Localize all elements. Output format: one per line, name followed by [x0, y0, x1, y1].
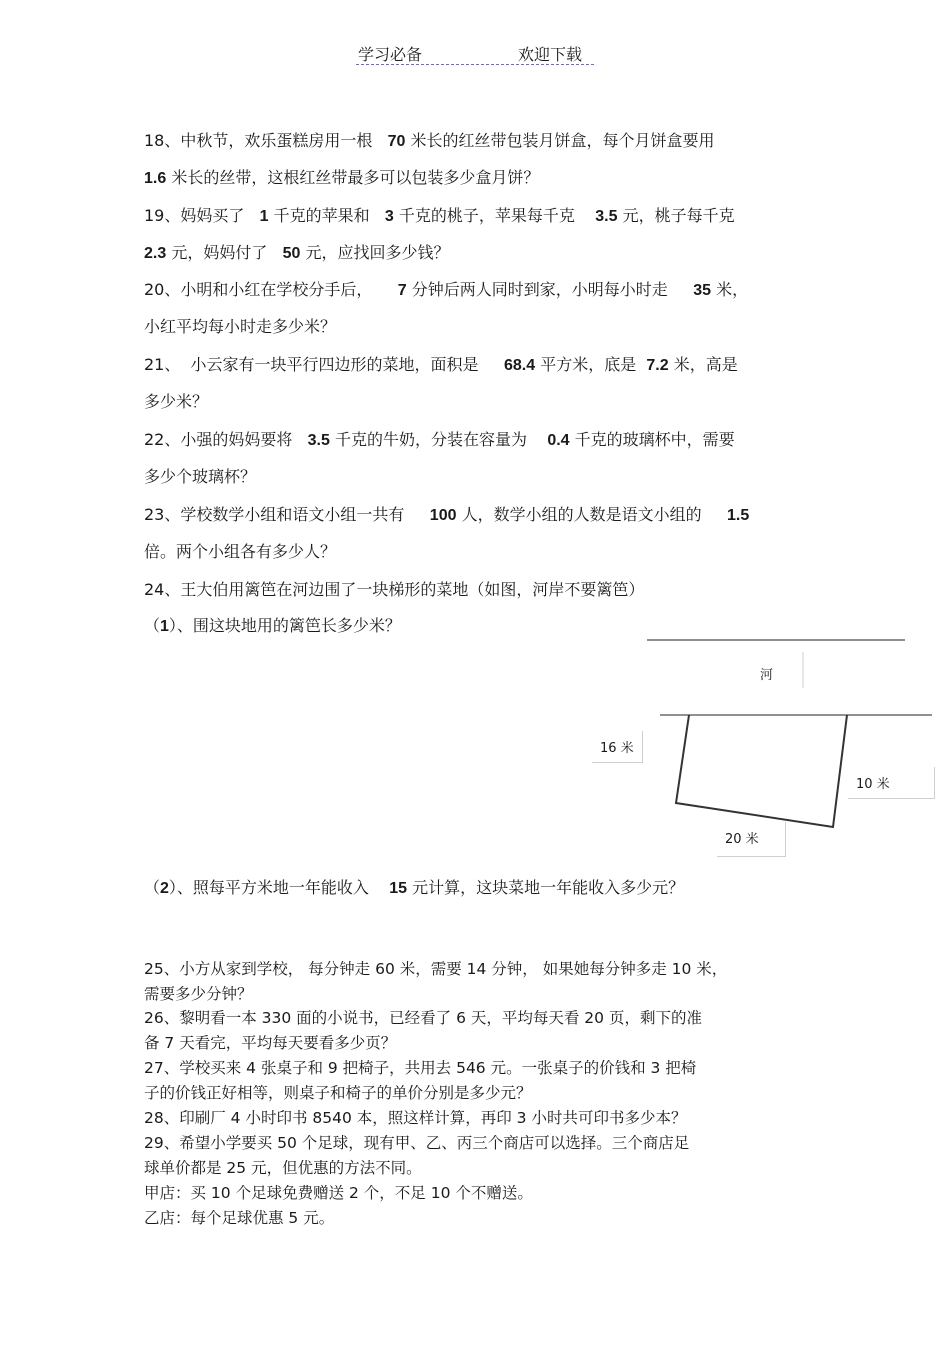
problem-line: 1.6 米长的丝带，这根红丝带最多可以包装多少盒月饼？ [144, 168, 540, 187]
problem-line: 29、希望小学要买 50 个足球，现有甲、乙、丙三个商店可以选择。三个商店足 [144, 1134, 690, 1152]
problem-line: 18、中秋节，欢乐蛋糕房用一根 70 米长的红丝带包装月饼盒，每个月饼盒要用 [144, 131, 715, 150]
problem-line: 19、妈妈买了 1 千克的苹果和 3 千克的桃子，苹果每千克 3.5 元，桃子每千克 [144, 206, 735, 225]
problem-line: 26、黎明看一本 330 面的小说书，已经看了 6 天，平均每天看 20 页，剩下的准 [144, 1009, 702, 1027]
problem-line: 备 7 天看完，平均每天要看多少页？ [144, 1034, 397, 1052]
problem-line: 乙店：每个足球优惠 5 元。 [144, 1209, 335, 1227]
header-left-text: 学习必备 [358, 45, 423, 64]
problem-line: （1）、围这块地用的篱笆长多少米？ [144, 616, 401, 635]
problem-line: 28、印刷厂 4 小时印书 8540 本，照这样计算，再印 3 小时共可印书多少本？ [144, 1109, 687, 1127]
problem-line: 21、 小云家有一块平行四边形的菜地，面积是 68.4 平方米，底是 7.2 米，高是 [144, 355, 738, 374]
trapezoid-diagram [580, 630, 940, 870]
problem-line: 25、小方从家到学校， 每分钟走 60 米，需要 14 分钟， 如果她每分钟多走 10 米， [144, 960, 728, 978]
problem-line: （2）、照每平方米地一年能收入 15 元计算，这块菜地一年能收入多少元？ [144, 878, 685, 897]
problem-line: 子的价钱正好相等，则桌子和椅子的单价分别是多少元？ [144, 1084, 532, 1102]
problem-line: 多少米？ [144, 392, 209, 411]
problem-line: 甲店：买 10 个足球免费赠送 2 个，不足 10 个不赠送。 [144, 1184, 533, 1202]
left-side-label: 16 米 [592, 731, 643, 763]
problem-line: 2.3 元，妈妈付了 50 元，应找回多少钱？ [144, 243, 450, 262]
problem-line: 22、小强的妈妈要将 3.5 千克的牛奶，分装在容量为 0.4 千克的玻璃杯中，需要 [144, 430, 735, 449]
trapezoid-shape [676, 715, 847, 827]
problem-line: 20、小明和小红在学校分手后， 7 分钟后两人同时到家，小明每小时走 35 米， [144, 280, 749, 299]
problem-line: 24、王大伯用篱笆在河边围了一块梯形的菜地（如图，河岸不要篱笆） [144, 580, 645, 599]
problem-line: 倍。两个小组各有多少人？ [144, 542, 337, 561]
problem-line: 球单价都是 25 元，但优惠的方法不同。 [144, 1159, 422, 1177]
header-right-text: 欢迎下载 [518, 45, 583, 64]
right-side-label: 10 米 [848, 767, 935, 799]
problem-line: 23、学校数学小组和语文小组一共有 100 人，数学小组的人数是语文小组的 1.5 [144, 505, 750, 524]
problem-line: 多少个玻璃杯？ [144, 467, 257, 486]
river-label: 河 [752, 658, 781, 689]
problem-line: 小红平均每小时走多少米？ [144, 317, 337, 336]
problem-line: 27、学校买来 4 张桌子和 9 把椅子，共用去 546 元。一张桌子的价钱和 3 把椅 [144, 1059, 697, 1077]
problem-line: 需要多少分钟？ [144, 985, 253, 1003]
bottom-label: 20 米 [717, 822, 786, 857]
page-header [356, 40, 594, 65]
